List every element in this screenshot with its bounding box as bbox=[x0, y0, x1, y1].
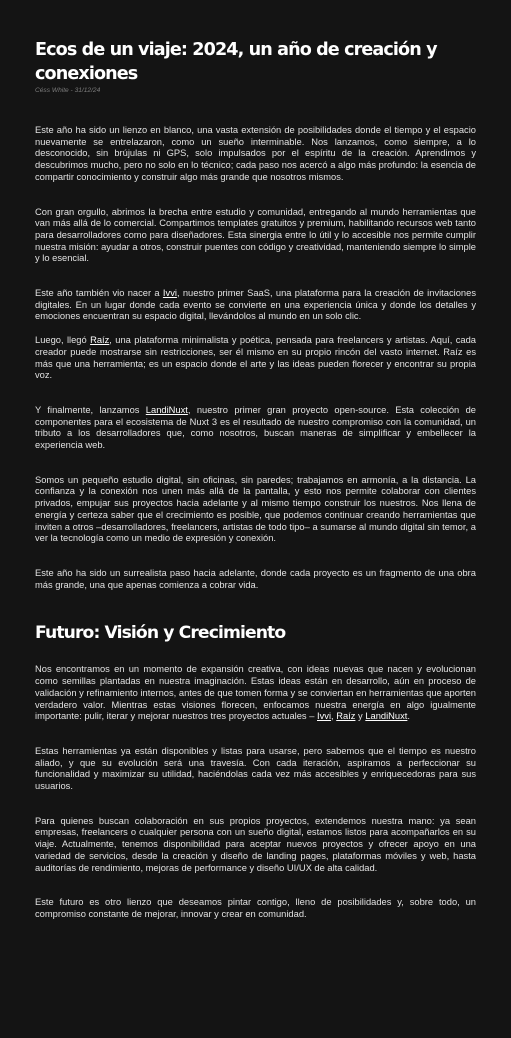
raiz-link[interactable]: Raíz bbox=[336, 711, 356, 722]
paragraph-text: , una plataforma minimalista y poética, pensada para freelancers y artistas. Aquí, cada creador puede mostrarse sin restricciones, ser él mismo en su propio rincón del vasto internet. Raíz es más que una herramienta; es un espacio donde el arte y las ideas pueden florecer y encontrar su propia voz. bbox=[35, 335, 476, 381]
ivvi-link[interactable]: Ivvi bbox=[162, 288, 177, 299]
article-paragraph: Con gran orgullo, abrimos la brecha entre estudio y comunidad, entregando al mundo herramientas que van más allá de lo comercial. Compartimos templates gratuitos y premium, habilitando recursos web tanto para desarrolladores como para diseñadores. Esta sinergia entre lo útil y lo accesible nos permite cumplir nuestra misión: ayudar a otros, construir puentes con código y creatividad, manteniendo siempre lo simple y lo esencial. bbox=[35, 206, 476, 264]
article-paragraph: Somos un pequeño estudio digital, sin oficinas, sin paredes; trabajamos en armonía, a la distancia. La confianza y la conexión nos unen más allá de la pantalla, y esto nos permite colaborar con clientes privados, empujar sus proyectos hacia adelante y al mismo tiempo construir los nuestros. Nos llena de energía y certeza saber que el crecimiento es posible, que podemos continuar creando herramientas que inviten a otros –desarrolladores, freelancers, artistas de todo tipo– a sumarse al mundo digital sin temor, a ver la tecnología como un medio de expresión y conexión. bbox=[35, 474, 476, 544]
article-paragraph bbox=[35, 288, 476, 323]
article-paragraph: Este año ha sido un lienzo en blanco, una vasta extensión de posibilidades donde el tiempo y el espacio nuevamente se entrelazaron, como un sueño interminable. Nos lanzamos, como siempre, a lo desconocido, sin brújulas ni GPS, solo impulsados por el espíritu de la creación. Aprendimos y descubrimos mucho, pero no solo en lo técnico; cada paso nos acercó a algo más profundo: la esencia de compartir conocimiento y construir algo más grande que nosotros mismos. bbox=[35, 125, 476, 182]
separator-text: y bbox=[355, 711, 366, 722]
article-paragraph bbox=[35, 664, 476, 723]
article-title: Ecos de un viaje: 2024, un año de creación y conexiones bbox=[35, 40, 437, 84]
paragraph-text: Y finalmente, lanzamos bbox=[35, 404, 146, 415]
article-paragraph bbox=[35, 405, 476, 452]
paragraph-text: Luego, llegó bbox=[35, 335, 91, 346]
article-paragraph: Para quienes buscan colaboración en sus propios proyectos, extendemos nuestra mano: ya sean empresas, freelancers o cualquier persona con un sueño digital, estamos listos para acompañarlos en su viaje. Actualmente, tenemos disponibilidad para aceptar nuevos proyectos y ofrecer apoyo en una variedad de servicios, desde la creación y diseño de landing pages, plataformas móviles y web, hasta auditorías de rendimiento, mejoras de performance y diseño UI/UX de alta calidad. bbox=[35, 815, 476, 873]
paragraph-text: Nos encontramos en un momento de expansión creativa, con ideas nuevas que nacen y evolucionan como semillas plantadas en nuestra imaginación. Estas ideas están en desarrollo, aún en proceso de validación y refinamiento internos, antes de que tomen forma y se conviertan en herramientas que aporten verdadero valor. Mientras estas visiones florecen, enfocamos nuestra energía en algo igualmente importante: pulir, iterar y mejorar nuestros tres proyectos actuales – bbox=[35, 664, 476, 722]
landinuxt-link[interactable]: LandiNuxt bbox=[145, 404, 188, 415]
paragraph-text: . bbox=[407, 711, 410, 722]
raiz-link[interactable]: Raíz bbox=[90, 335, 110, 346]
article-author-date: Céss White - 31/12/24 bbox=[35, 87, 101, 94]
ivvi-link[interactable]: Ivvi bbox=[317, 711, 332, 722]
paragraph-text: Este año también vio nacer a bbox=[35, 288, 163, 299]
blog-article bbox=[0, 38, 511, 1038]
article-paragraph: Este futuro es otro lienzo que deseamos pintar contigo, lleno de posibilidades y, sobre todo, un compromiso constante de mejorar, innovar y crear en comunidad. bbox=[35, 897, 476, 919]
separator-text: , bbox=[331, 711, 337, 722]
article-paragraph bbox=[35, 335, 476, 382]
article-paragraph: Este año ha sido un surrealista paso hacia adelante, donde cada proyecto es un fragmento de una obra más grande, una que apenas comienza a cobrar vida. bbox=[35, 567, 476, 590]
paragraph-text: , nuestro primer gran proyecto open-source. Esta colección de componentes para el ecosistema de Nuxt 3 es el resultado de nuestro compromiso con la comunidad, un tributo a los desarrolladores que, como nosotros, buscan maneras de simplificar y embellecer la experiencia web. bbox=[35, 404, 476, 451]
landinuxt-link[interactable]: LandiNuxt bbox=[365, 711, 408, 722]
paragraph-text: , nuestro primer SaaS, una plataforma para la creación de invitaciones digitales. En un lugar donde cada evento se convierte en una experiencia única y donde los detalles y emociones encuentran su espacio digital, llevándolos al mundo en un solo clic. bbox=[35, 288, 476, 322]
section-heading: Futuro: Visión y Crecimiento bbox=[35, 623, 286, 644]
article-paragraph: Estas herramientas ya están disponibles y listas para usarse, pero sabemos que el tiempo es nuestro aliado, y que su evolución será una travesía. Con cada iteración, aspiramos a perfeccionar su funcionalidad y maximizar su utilidad, haciéndolas cada vez más accesibles y enriquecedoras para sus usuarios. bbox=[35, 745, 476, 792]
